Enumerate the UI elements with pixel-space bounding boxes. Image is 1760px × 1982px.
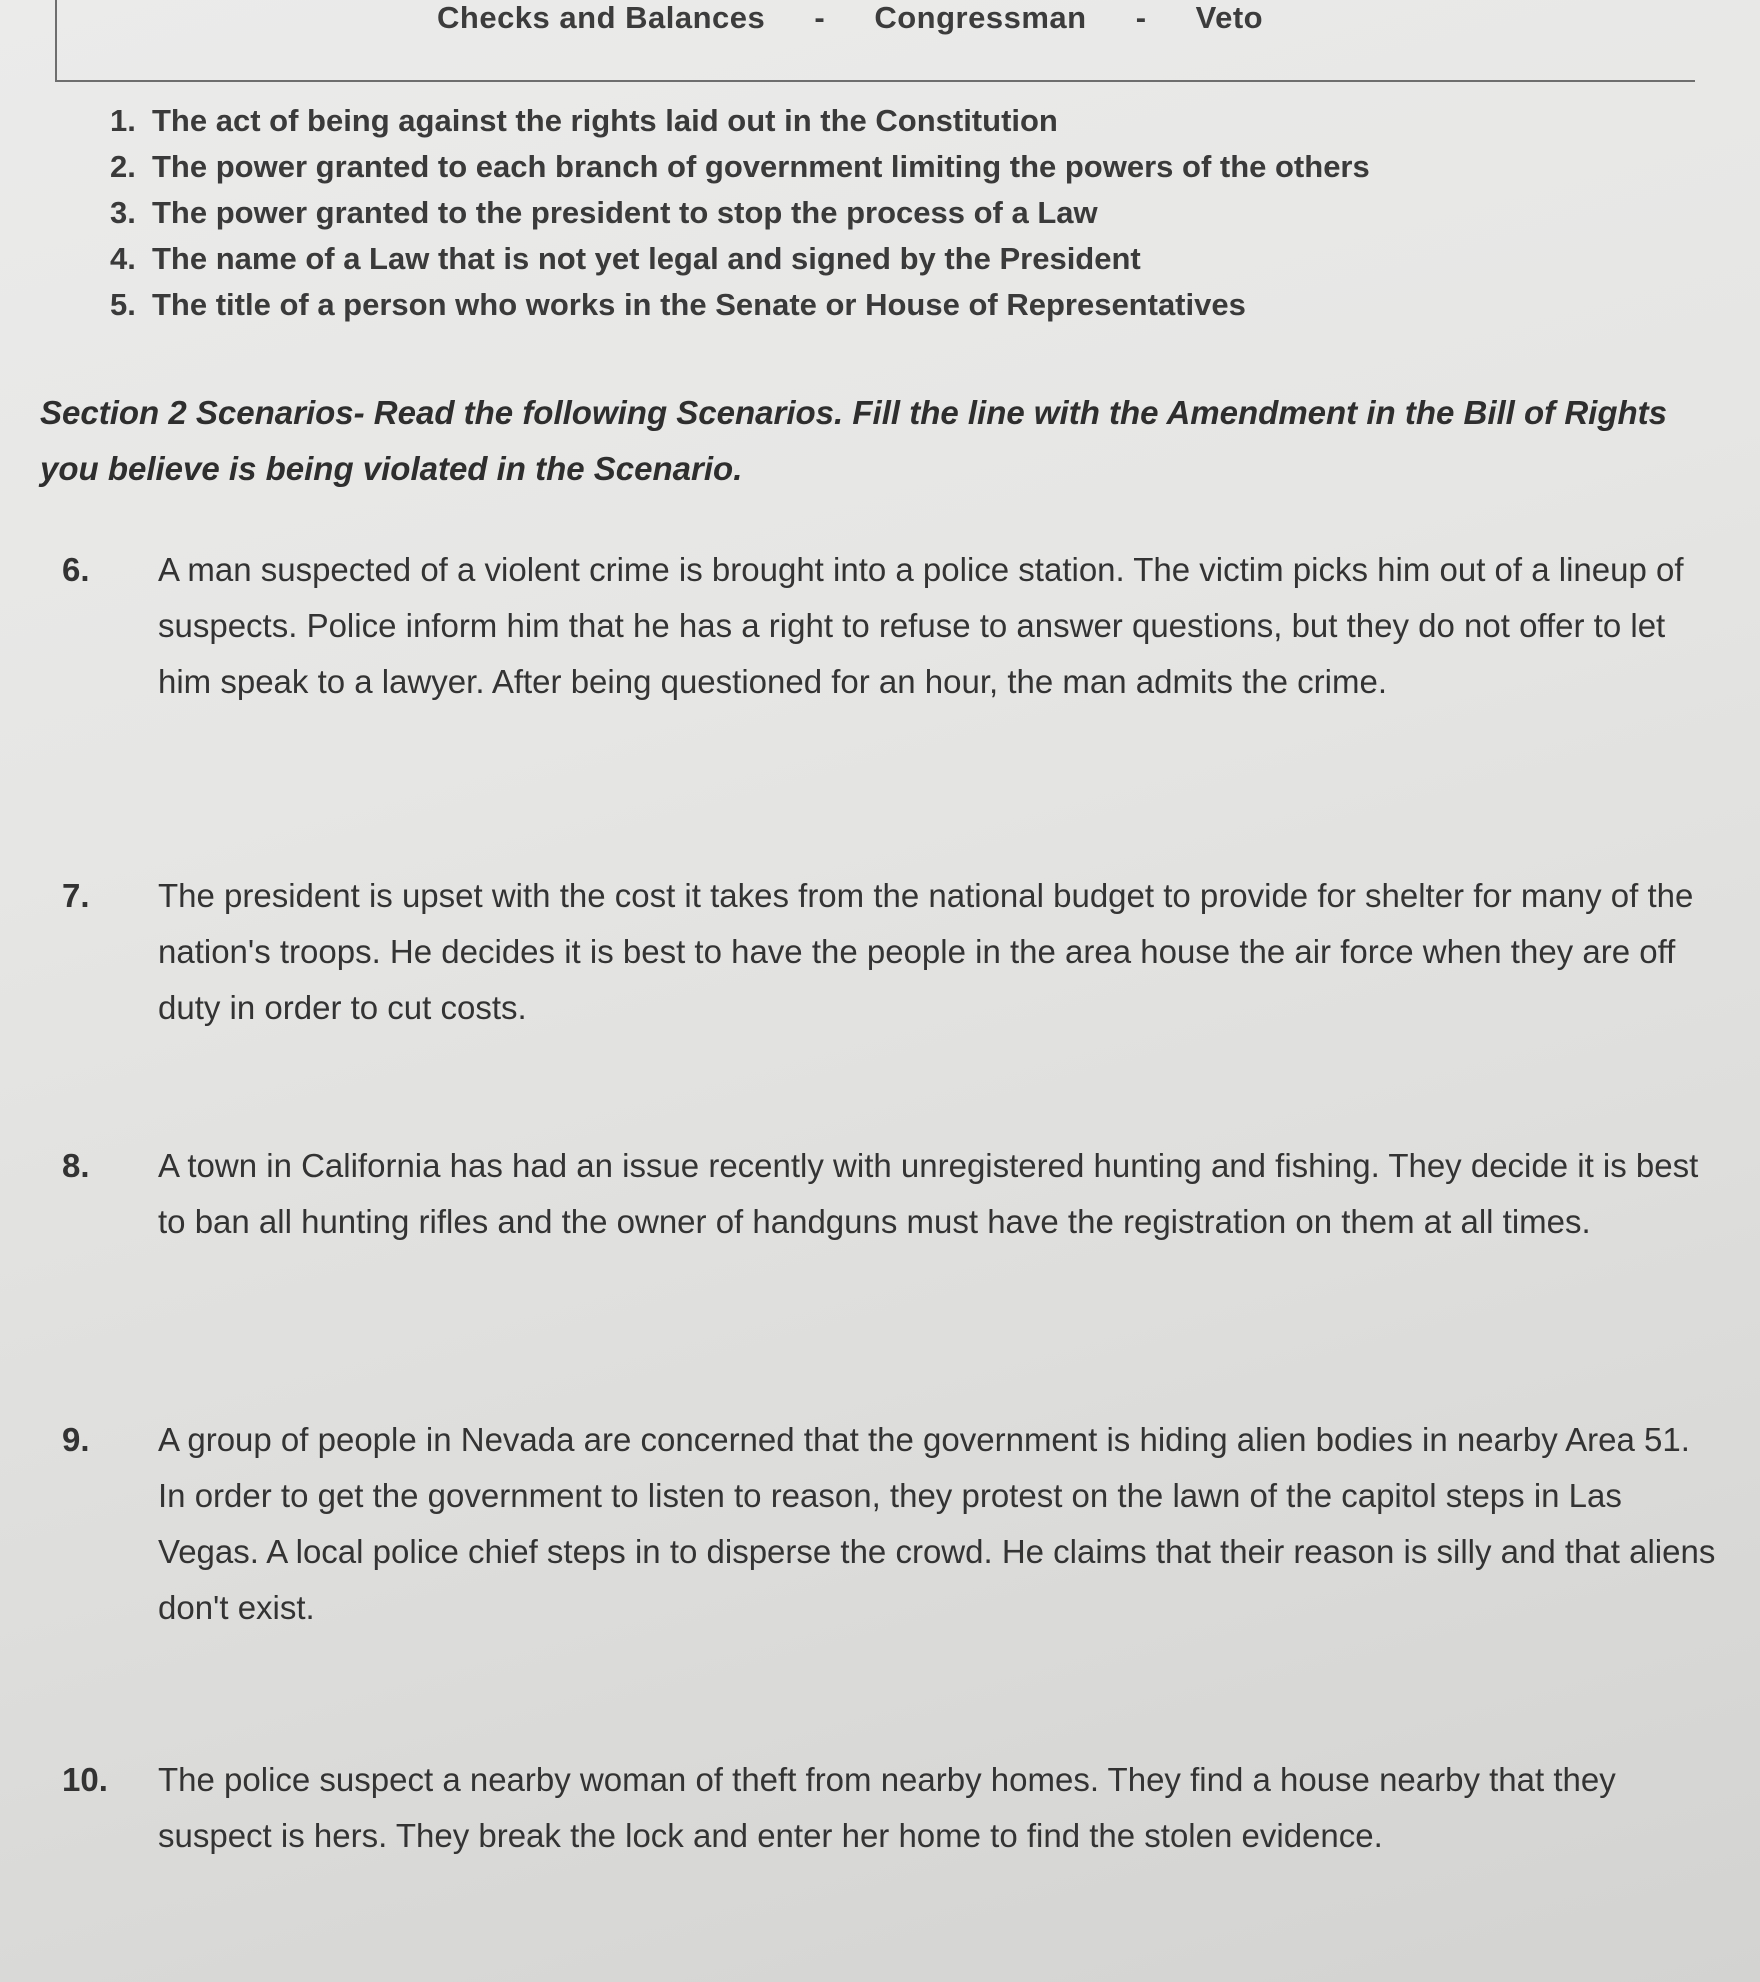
definition-text: The power granted to each branch of government limiting the powers of the others	[152, 149, 1370, 184]
definition-item	[110, 282, 1710, 328]
definition-text: The title of a person who works in the Senate or House of Representatives	[152, 287, 1246, 322]
definition-text: The power granted to the president to stop the process of a Law	[152, 195, 1098, 230]
scenario-item	[62, 1138, 1720, 1250]
word-bank-box	[55, 0, 1695, 82]
definitions-list	[110, 98, 1710, 328]
definition-number: 1.	[110, 103, 136, 138]
definition-item	[110, 236, 1710, 282]
word-bank-term: Veto	[1195, 0, 1264, 35]
scenario-number: 9.	[62, 1421, 90, 1458]
scenario-number: 8.	[62, 1147, 90, 1184]
definition-item	[110, 144, 1710, 190]
scenario-item	[62, 542, 1720, 710]
definition-item	[110, 190, 1710, 236]
scenario-number: 10.	[62, 1761, 108, 1798]
scenario-number: 7.	[62, 877, 90, 914]
scenario-item	[62, 1412, 1720, 1636]
definition-number: 5.	[110, 287, 136, 322]
definition-text: The name of a Law that is not yet legal and signed by the President	[152, 241, 1141, 276]
definition-number: 2.	[110, 149, 136, 184]
scenario-text: A group of people in Nevada are concerned that the government is hiding alien bodies in nearby Area 51. In order to get the government to listen to reason, they protest on the lawn of the capitol steps in Las Vegas. A local police chief steps in to disperse the crowd. He claims that their reason is silly and that aliens don't exist.	[158, 1421, 1716, 1626]
word-bank-separator: -	[1135, 0, 1147, 35]
scenario-number: 6.	[62, 551, 90, 588]
definition-number: 4.	[110, 241, 136, 276]
definition-text: The act of being against the rights laid out in the Constitution	[152, 103, 1058, 138]
word-bank-terms	[437, 0, 1303, 36]
scenario-item	[62, 868, 1720, 1036]
scenario-item	[62, 1752, 1720, 1864]
definition-item	[110, 98, 1710, 144]
definition-number: 3.	[110, 195, 136, 230]
section-2-instructions: Section 2 Scenarios- Read the following Scenarios. Fill the line with the Amendment in the Bill of Rights you believe is being violated in the Scenario.	[40, 394, 1667, 487]
word-bank-term: Checks and Balances	[437, 0, 766, 35]
word-bank-separator: -	[814, 0, 826, 35]
scenario-text: A town in California has had an issue recently with unregistered hunting and fishing. They decide it is best to ban all hunting rifles and the owner of handguns must have the registration on them at all times.	[158, 1147, 1699, 1240]
word-bank-term: Congressman	[874, 0, 1087, 35]
scenario-text: The police suspect a nearby woman of theft from nearby homes. They find a house nearby that they suspect is hers. They break the lock and enter her home to find the stolen evidence.	[158, 1761, 1616, 1854]
scenario-text: A man suspected of a violent crime is brought into a police station. The victim picks him out of a lineup of suspects. Police inform him that he has a right to refuse to answer questions, but they do not offer to let him speak to a lawyer. After being questioned for an hour, the man admits the crime.	[158, 551, 1684, 700]
scenario-text: The president is upset with the cost it takes from the national budget to provide for shelter for many of the nation's troops. He decides it is best to have the people in the area house the air force when they are off duty in order to cut costs.	[158, 877, 1694, 1026]
